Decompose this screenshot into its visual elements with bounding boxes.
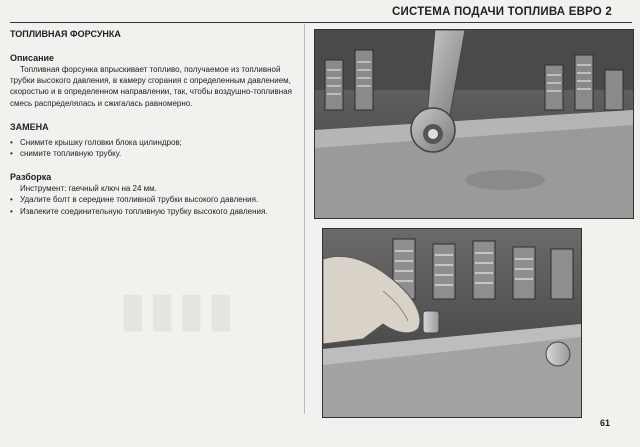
disassembly-list: [10, 194, 300, 216]
replacement-list: [10, 137, 300, 159]
photo-wrench-illustration: [315, 30, 633, 218]
section-title: ТОПЛИВНАЯ ФОРСУНКА: [10, 29, 121, 39]
column-divider: [304, 24, 305, 414]
list-item: • снимите топливную трубку.: [10, 148, 300, 159]
instrument-note: Инструмент: гаечный ключ на 24 мм.: [20, 184, 157, 194]
list-item: • Извлеките соединительную топливную трубку высокого давления.: [10, 206, 300, 217]
photo-wrench-on-injector: [314, 29, 634, 219]
photo-hand-illustration: [323, 229, 581, 417]
description-text: Топливная форсунка впрыскивает топливо, получаемое из топливной трубки высокого давления, в камеру сгорания с определенным давлением, скоростью и в определенном направлении, так, чтобы воздушно-топливная смесь распределялась и сжигалась равномерно.: [10, 65, 293, 108]
replacement-heading: ЗАМЕНА: [10, 121, 49, 132]
text-column: [10, 28, 300, 217]
running-header: СИСТЕМА ПОДАЧИ ТОПЛИВА ЕВРО 2: [392, 6, 612, 18]
page-number: 61: [600, 418, 611, 428]
watermark: ▮▮▮▮: [120, 283, 238, 335]
photo-removing-connecting-tube: [322, 228, 582, 418]
header-rule: [10, 22, 632, 23]
list-item: • Удалите болт в середине топливной трубки высокого давления.: [10, 194, 300, 205]
list-item: • Снимите крышку головки блока цилиндров;: [10, 137, 300, 148]
description-heading: Описание: [10, 53, 55, 63]
disassembly-heading: Разборка: [10, 172, 52, 183]
